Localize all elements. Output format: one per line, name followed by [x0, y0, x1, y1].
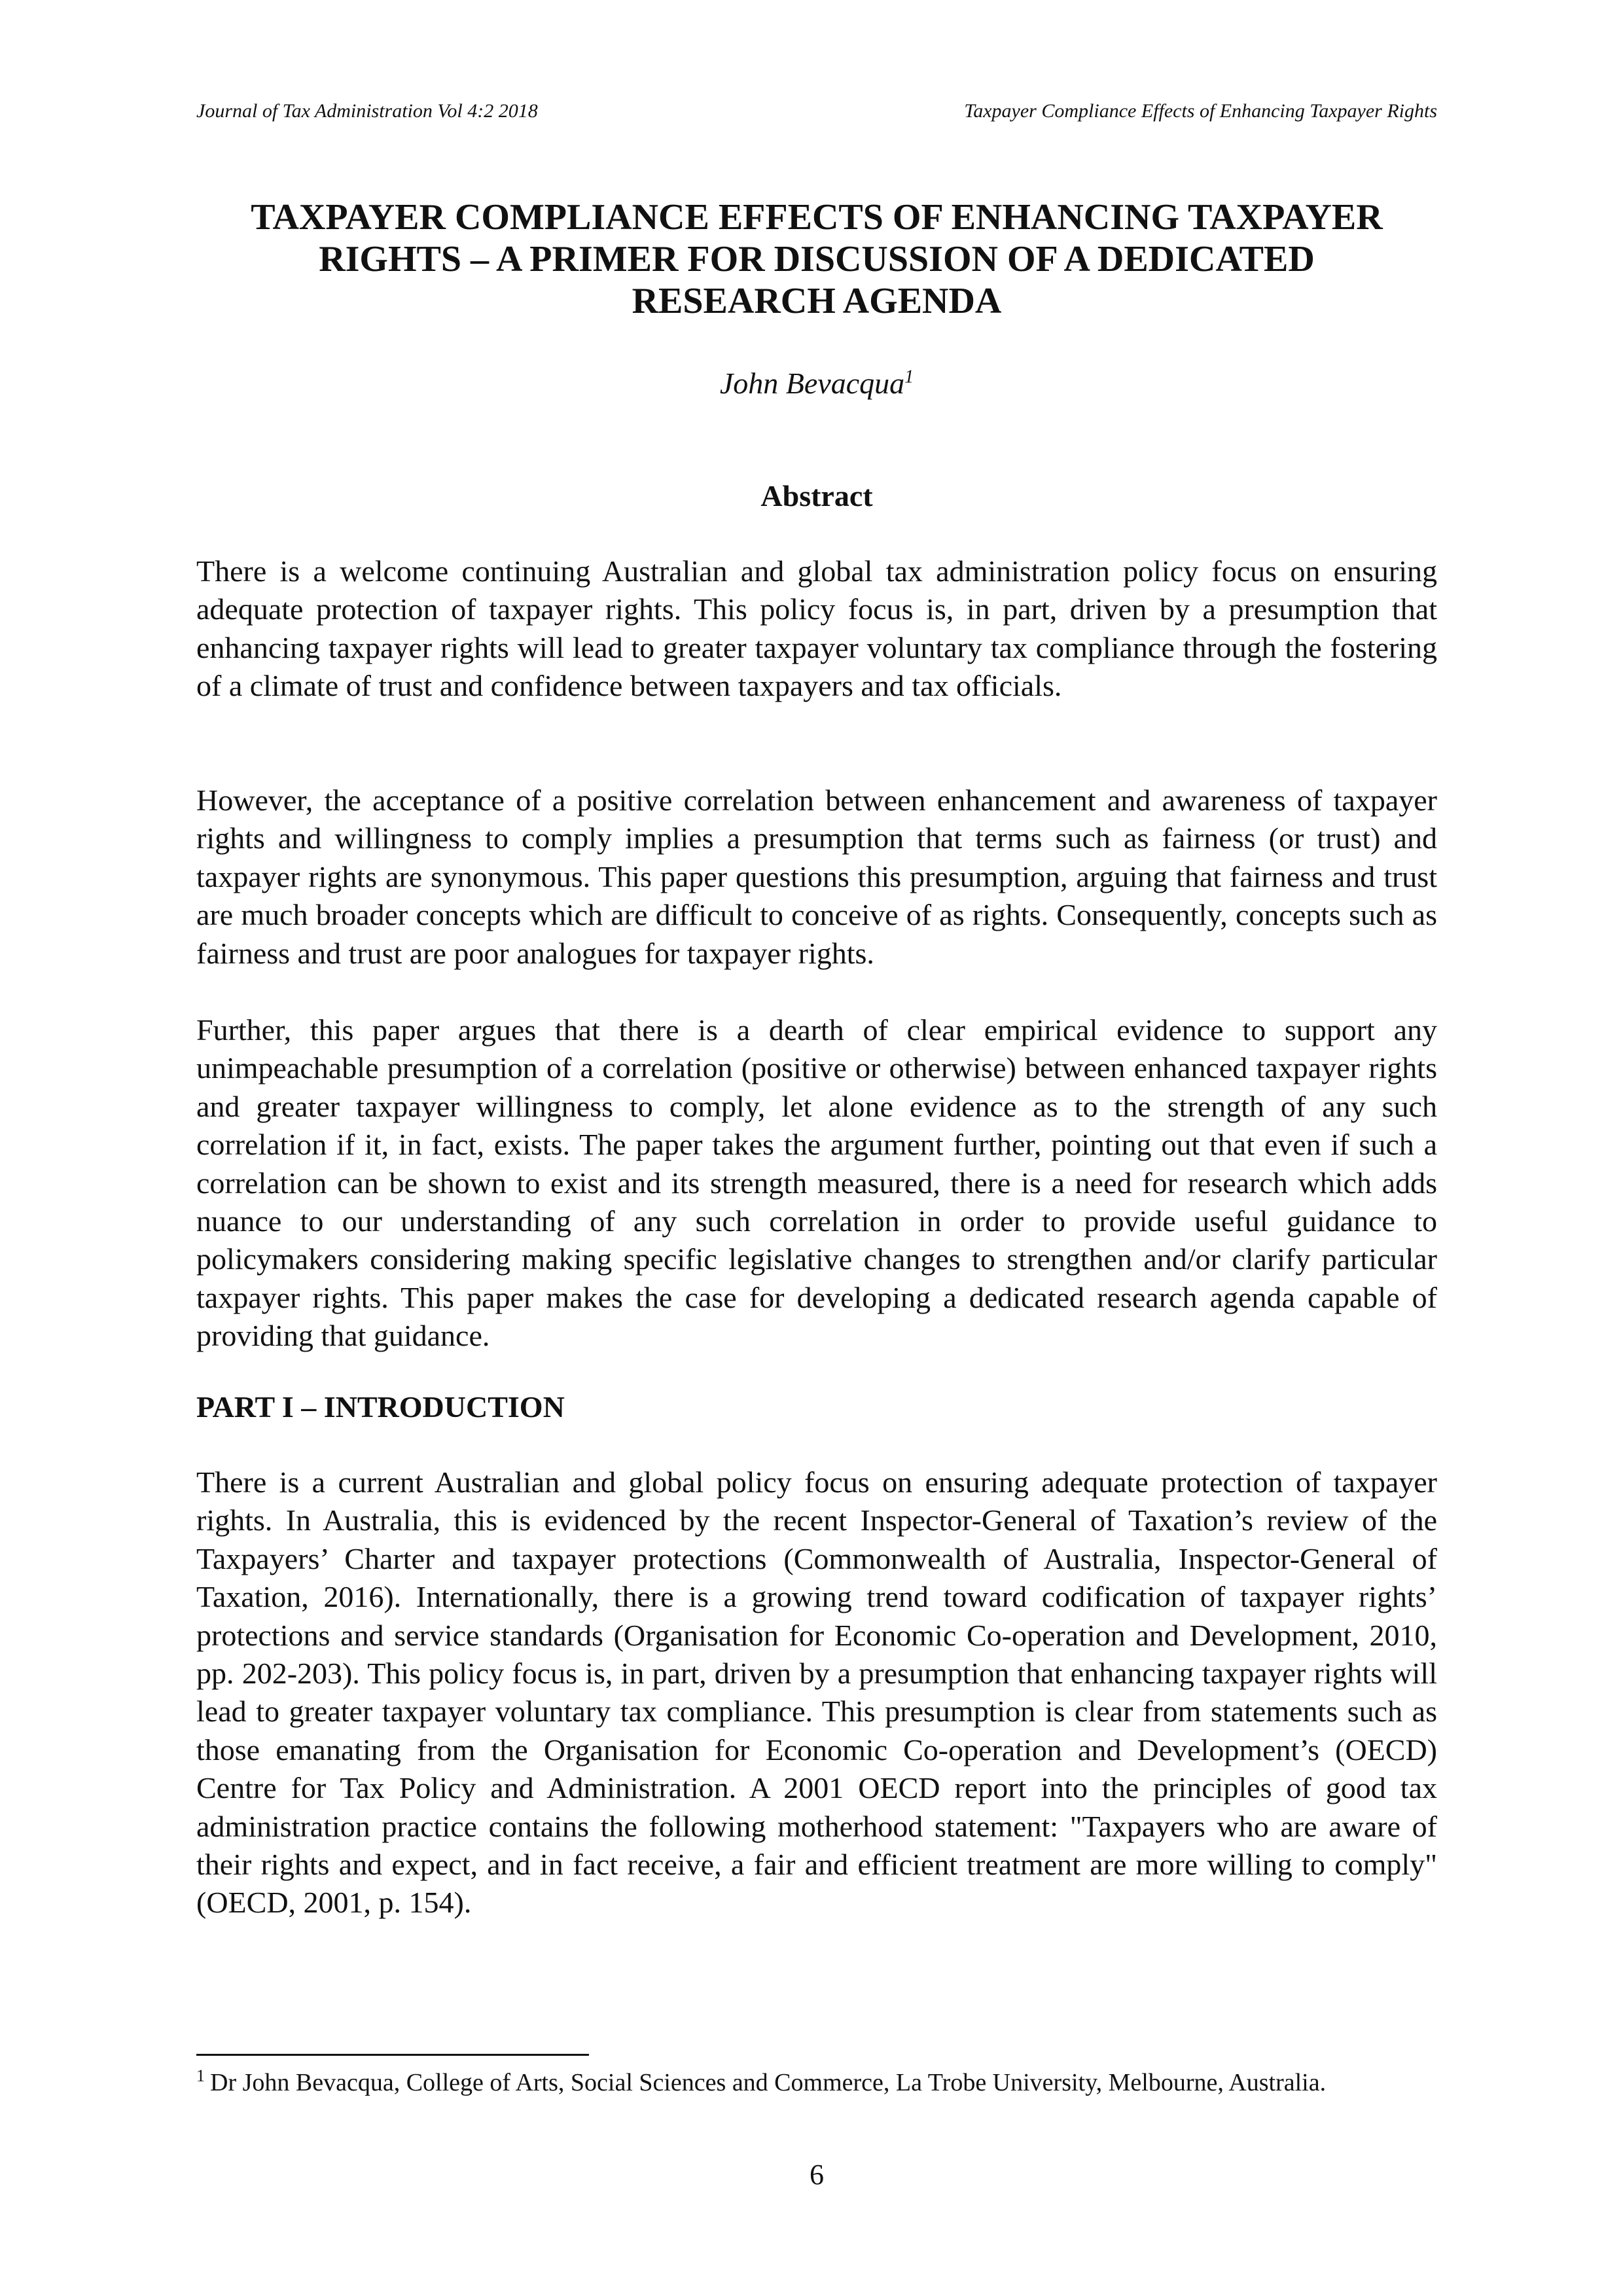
footnote [196, 2067, 1437, 2098]
section-heading: PART I – INTRODUCTION [196, 1390, 565, 1424]
running-header [196, 97, 1437, 126]
abstract-paragraph: There is a welcome continuing Australian and global tax administration policy focus on ensuring adequate protection of taxpayer rights. This policy focus is, in part, driven by a presumption that enhancing taxpayer rights will lead to greater taxpayer voluntary tax compliance through the fostering of a climate of trust and confidence between taxpayers and tax officials. [196, 554, 1437, 703]
footnote-text: Dr John Bevacqua, College of Arts, Social Sciences and Commerce, La Trobe University, Melbourne, Australia. [210, 2069, 1327, 2096]
footnote-divider [196, 2054, 589, 2056]
journal-citation: Journal of Tax Administration Vol 4:2 2018 [196, 100, 538, 122]
abstract-paragraph: Further, this paper argues that there is a dearth of clear empirical evidence to support any unimpeachable presumption of a correlation (positive or otherwise) between enhanced taxpayer rights and greater taxpayer willingness to comply, let alone evidence as to the strength of any such correlation if it, in fact, exists. The paper takes the argument further, pointing out that even if such a correlation can be shown to exist and its strength measured, there is a need for research which adds nuance to our understanding of any such correlation in order to provide useful guidance to policymakers considering making specific legislative changes to strengthen and/or clarify particular taxpayer rights. This paper makes the case for developing a dedicated research agenda capable of providing that guidance. [196, 1013, 1437, 1353]
abstract-heading: Abstract [760, 479, 873, 512]
title-line: RESEARCH AGENDA [632, 281, 1002, 321]
running-title: Taxpayer Compliance Effects of Enhancing Taxpayer Rights [964, 100, 1437, 122]
title-line: RIGHTS – A PRIMER FOR DISCUSSION OF A DEDICATED [319, 239, 1315, 279]
article-title [196, 196, 1437, 322]
footnote-reference: 1 [904, 367, 914, 387]
author-byline [196, 364, 1437, 403]
footnote-marker: 1 [196, 2066, 205, 2086]
introduction-paragraph: There is a current Australian and global policy focus on ensuring adequate protection of taxpayer rights. In Australia, this is evidenced by the recent Inspector-General of Taxation’s review of the Taxpayers’ Charter and taxpayer protections (Commonwealth of Australia, Inspector-General of Taxation, 2016). Internationally, there is a growing trend toward codification of taxpayer rights’ protections and service standards (Organisation for Economic Co-operation and Development, 2010, pp. 202-203). This policy focus is, in part, driven by a presumption that enhancing taxpayer rights will lead to greater taxpayer voluntary tax compliance. This presumption is clear from statements such as those emanating from the Organisation for Economic Co-operation and Development’s (OECD) Centre for Tax Policy and Administration. A 2001 OECD report into the principles of good tax administration practice contains the following motherhood statement: "Taxpayers who are aware of their rights and expect, and in fact receive, a fair and efficient treatment are more willing to comply" (OECD, 2001, p. 154). [196, 1465, 1437, 1920]
page-number: 6 [810, 2159, 824, 2191]
abstract-paragraph: However, the acceptance of a positive correlation between enhancement and awareness of taxpayer rights and willingness to comply implies a presumption that terms such as fairness (or trust) and taxpayer rights are synonymous. This paper questions this presumption, arguing that fairness and trust are much broader concepts which are difficult to conceive of as rights. Consequently, concepts such as fairness and trust are poor analogues for taxpayer rights. [196, 783, 1437, 970]
title-line: TAXPAYER COMPLIANCE EFFECTS OF ENHANCING TAXPAYER [251, 197, 1383, 238]
author-name: John Bevacqua [719, 367, 905, 400]
